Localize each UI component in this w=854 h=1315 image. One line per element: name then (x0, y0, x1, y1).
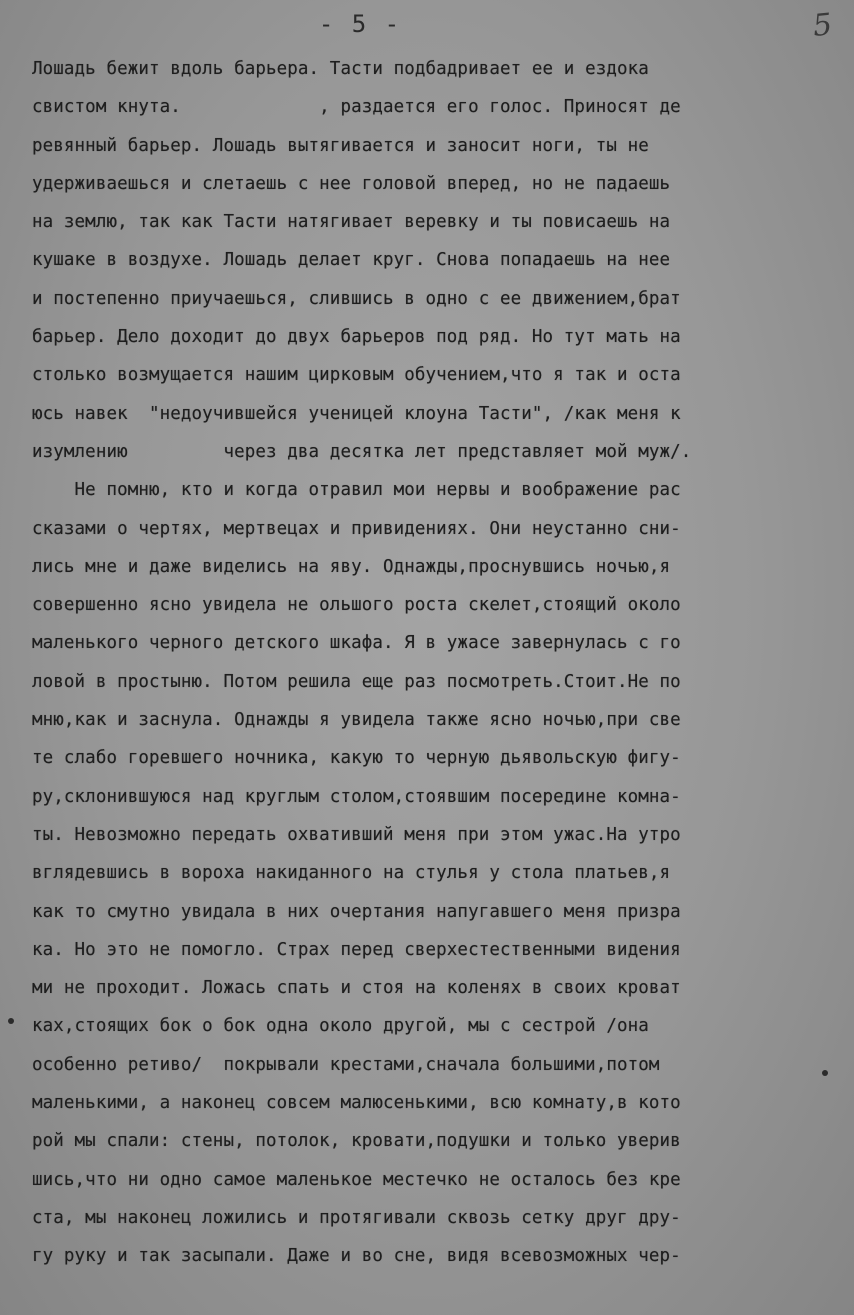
page-number: - 5 - (318, 10, 402, 38)
text-line: ловой в простыню. Потом решила еще раз посмотреть.Стоит.Не по (32, 671, 681, 692)
text-line: маленького черного детского шкафа. Я в ужасе завернулась с го (32, 633, 681, 654)
text-line: Лошадь бежит вдоль барьера. Тасти подбадривает ее и ездока (32, 59, 649, 79)
margin-dot (822, 1070, 828, 1076)
text-line: свистом кнута. , раздается его голос. Приносят де (32, 97, 681, 118)
text-line: удерживаешься и слетаешь с нее головой вперед, но не падаешь (32, 173, 671, 194)
text-line: ка. Но это не помогло. Страх перед сверхестественными видения (32, 939, 681, 960)
text-line: Не помню, кто и когда отравил мои нервы и воображение рас (32, 480, 681, 501)
handwritten-page-number: 5 (811, 7, 834, 44)
text-line: юсь навек "недоучившейся ученицей клоуна Тасти", /как меня к (32, 403, 681, 424)
text-line: шись,что ни одно самое маленькое местечко не осталось без кре (32, 1169, 681, 1190)
text-line: и постепенно приучаешься, слившись в одно с ее движением,брат (32, 288, 681, 309)
document-body (32, 50, 844, 1276)
text-line: мню,как и заснула. Однажды я увидела также ясно ночью,при све (32, 710, 681, 731)
text-line: столько возмущается нашим цирковым обучением,что я так и оста (32, 365, 681, 386)
text-line: кушаке в воздухе. Лошадь делает круг. Снова попадаешь на нее (32, 250, 671, 271)
text-line: ста, мы наконец ложились и протягивали сквозь сетку друг дру- (32, 1207, 681, 1228)
text-line: маленькими, а наконец совсем малюсенькими, всю комнату,в кото (32, 1093, 681, 1114)
text-line: изумлению через два десятка лет представляет мой муж/. (32, 441, 692, 462)
text-line: ты. Невозможно передать охвативший меня при этом ужас.На утро (32, 824, 681, 845)
text-line: лись мне и даже виделись на яву. Однажды,проснувшись ночью,я (32, 556, 671, 577)
text-line: ру,склонившуюся над круглым столом,стоявшим посередине комна- (32, 786, 681, 807)
text-line: рой мы спали: стены, потолок, кровати,подушки и только уверив (32, 1131, 681, 1152)
text-line: ми не проходит. Ложась спать и стоя на коленях в своих кроват (32, 978, 681, 999)
text-line: ревянный барьер. Лошадь вытягивается и заносит ноги, ты не (32, 135, 649, 156)
text-line: на землю, так как Тасти натягивает веревку и ты повисаешь на (32, 212, 671, 233)
text-line: ках,стоящих бок о бок одна около другой, мы с сестрой /она (32, 1016, 649, 1037)
text-line: совершенно ясно увидела не ольшого роста скелет,стоящий около (32, 595, 681, 616)
text-line: те слабо горевшего ночника, какую то черную дьявольскую фигу- (32, 748, 681, 769)
text-line: барьер. Дело доходит до двух барьеров под ряд. Но тут мать на (32, 327, 681, 348)
margin-dot (8, 1018, 14, 1024)
text-line: особенно ретиво/ покрывали крестами,сначала большими,потом (32, 1054, 660, 1075)
text-line: вглядевшись в вороха накиданного на стулья у стола платьев,я (32, 863, 671, 884)
text-line: сказами о чертях, мертвецах и привидениях. Они неустанно сни- (32, 518, 681, 539)
text-line: как то смутно увидала в них очертания напугавшего меня призра (32, 901, 681, 922)
text-line: гу руку и так засыпали. Даже и во сне, видя всевозможных чер- (32, 1246, 681, 1267)
